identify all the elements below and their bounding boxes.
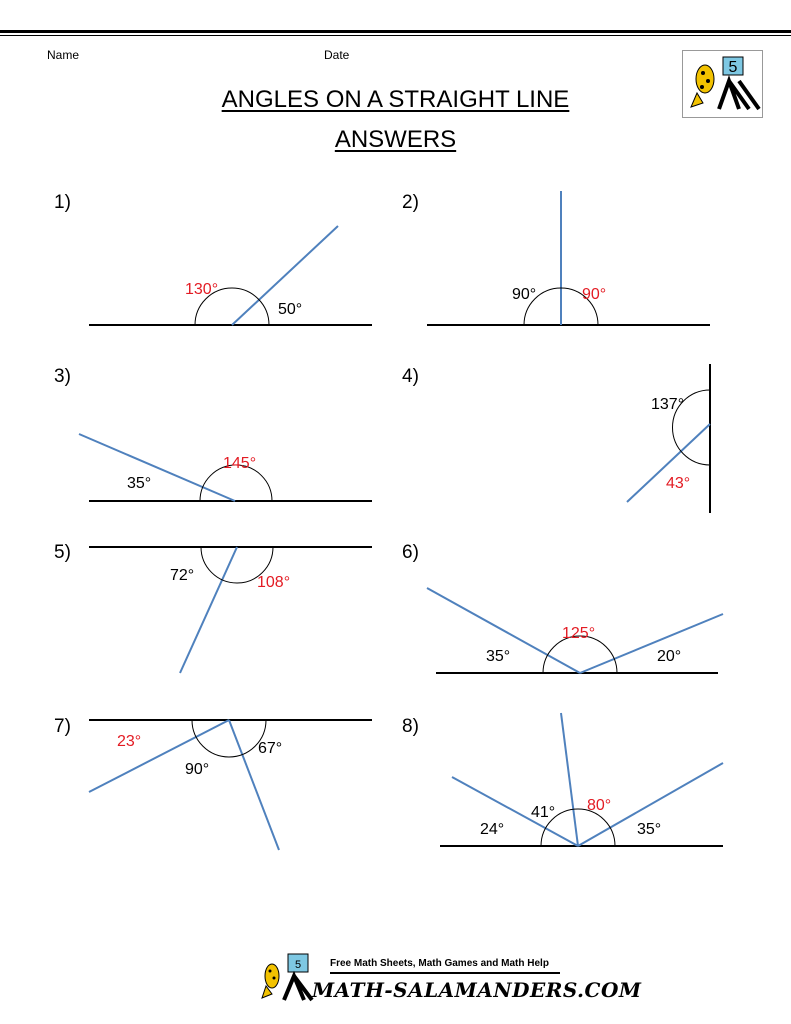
- footer-site-link[interactable]: MATH-SALAMANDERS.COM: [312, 978, 642, 1002]
- ray-5: [180, 547, 237, 673]
- answer-label-8: 80°: [587, 797, 612, 814]
- given-label-2: 90°: [512, 286, 537, 303]
- ray-6b: [580, 614, 723, 673]
- given-label-7b: 67°: [258, 740, 283, 757]
- question-number-2: 2): [402, 192, 419, 213]
- answer-label-7: 23°: [117, 733, 142, 750]
- answer-label-1: 130°: [185, 281, 219, 298]
- given-label-5: 72°: [170, 567, 195, 584]
- question-number-4: 4): [402, 366, 419, 387]
- ray-8a: [452, 777, 578, 846]
- page-title: ANGLES ON A STRAIGHT LINE: [221, 86, 570, 113]
- given-label-8a: 41°: [531, 804, 556, 821]
- logo-number: 5: [728, 59, 738, 76]
- question-number-8: 8): [402, 716, 419, 737]
- question-number-1: 1): [54, 192, 71, 213]
- footer-tagline: Free Math Sheets, Math Games and Math Help: [330, 958, 549, 969]
- question-number-5: 5): [54, 542, 71, 563]
- footer-logo-number: 5: [294, 959, 302, 971]
- given-label-8b: 24°: [480, 821, 505, 838]
- question-number-7: 7): [54, 716, 71, 737]
- answer-label-5: 108°: [257, 574, 291, 591]
- given-label-4: 137°: [651, 396, 685, 413]
- page-subtitle: ANSWERS: [334, 126, 457, 153]
- footer-salamander-icon: [258, 952, 320, 1002]
- name-label: Name: [47, 48, 80, 62]
- given-label-3: 35°: [127, 475, 152, 492]
- given-label-6a: 35°: [486, 648, 511, 665]
- ray-8b: [561, 713, 578, 846]
- question-number-3: 3): [54, 366, 71, 387]
- answer-label-3: 145°: [223, 455, 257, 472]
- arc-7: [192, 720, 266, 757]
- ray-3: [79, 434, 235, 501]
- diagram-1: [89, 226, 372, 325]
- ray-7a: [89, 720, 229, 792]
- question-number-6: 6): [402, 542, 419, 563]
- given-label-7a: 90°: [185, 761, 210, 778]
- answer-label-6: 125°: [562, 625, 596, 642]
- date-label: Date: [324, 48, 350, 62]
- diagram-5: [89, 547, 372, 673]
- diagram-2: [427, 191, 710, 325]
- given-label-6b: 20°: [657, 648, 682, 665]
- answer-label-4: 43°: [666, 475, 691, 492]
- given-label-8c: 35°: [637, 821, 662, 838]
- footer-rule: [330, 972, 560, 974]
- given-label-1: 50°: [278, 301, 303, 318]
- answer-label-2: 90°: [582, 286, 607, 303]
